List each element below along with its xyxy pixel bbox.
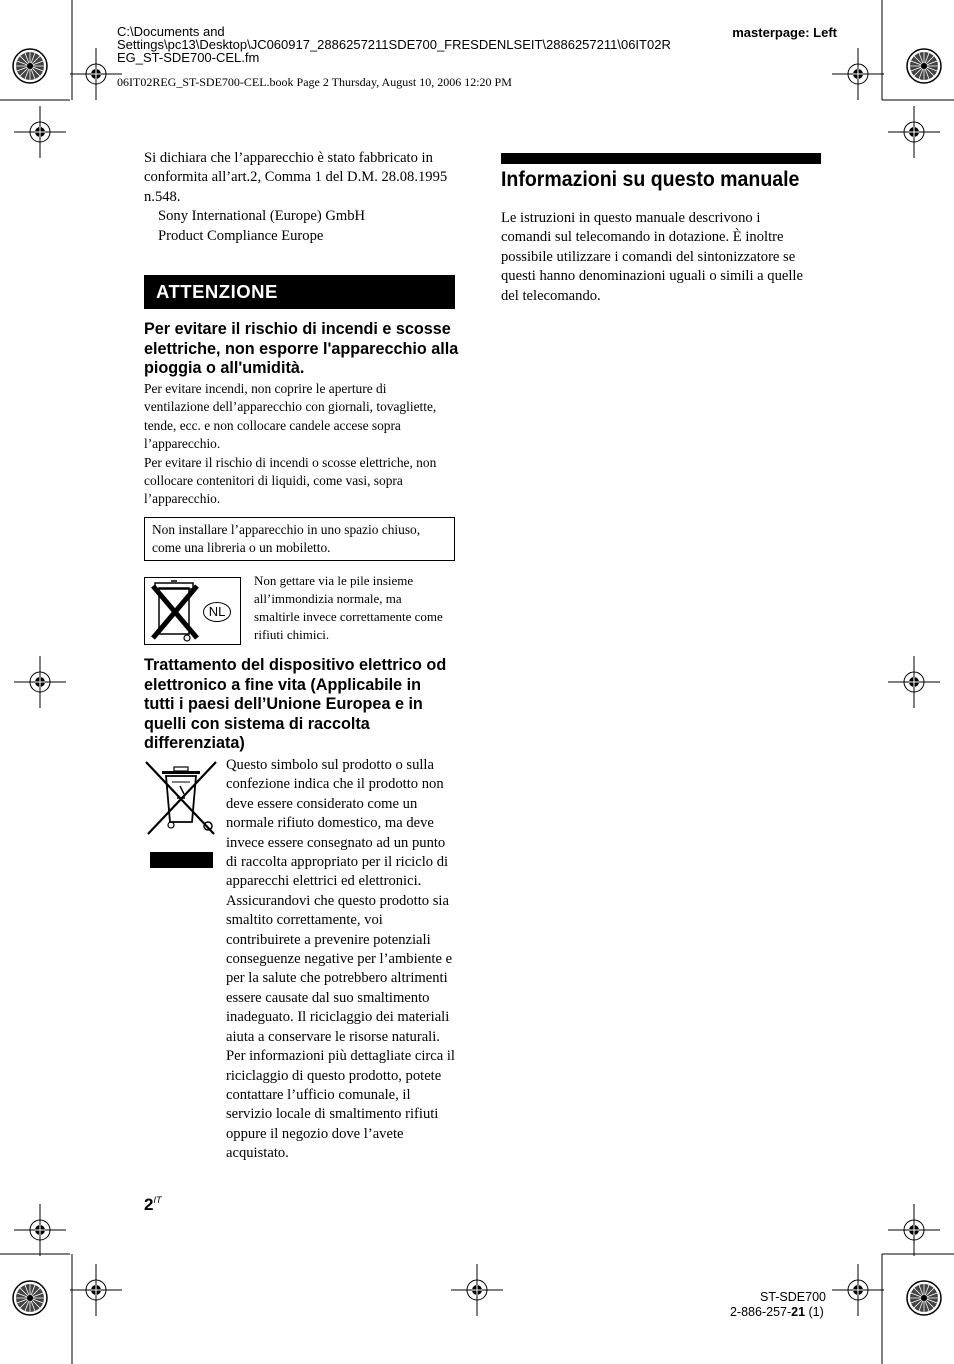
company-name: Sony International (Europe) GmbH	[158, 208, 366, 225]
manual-info-line: del telecomando.	[501, 287, 601, 304]
declaration-line: conformita all’art.2, Comma 1 del D.M. 28.08.1995	[144, 169, 448, 186]
weee-line: per la salute che potrebbero altrimenti	[226, 970, 448, 987]
weee-bin-icon	[144, 758, 218, 870]
weee-line: normale rifiuto domestico, ma deve	[226, 815, 434, 832]
warning-paragraphs	[144, 380, 469, 509]
weee-line: smaltito correttamente, voi	[226, 912, 383, 929]
manual-info-paragraph	[501, 209, 831, 306]
section-rule	[501, 153, 821, 164]
model-number: ST-SDE700	[759, 1290, 826, 1304]
warning-heading-line: pioggia o all'umidità.	[144, 359, 305, 378]
company-department: Product Compliance Europe	[158, 227, 324, 244]
warning-heading-line: elettriche, non esporre l'apparecchio alla	[144, 339, 459, 358]
manual-info-line: comandi sul telecomando in dotazione. È inoltre	[501, 229, 784, 246]
warning-line: l’apparecchio.	[144, 491, 221, 507]
masterpage-label: masterpage: Left	[732, 25, 837, 40]
weee-line: Questo simbolo sul prodotto o sulla	[226, 757, 434, 773]
battery-badge: NL	[203, 602, 231, 622]
weee-line: di raccolta appropriato per il riciclo di	[226, 854, 449, 871]
weee-line: invece essere consegnato ad un punto	[226, 834, 446, 851]
page-language-suffix: IT	[153, 1195, 162, 1205]
battery-disposal-icon	[144, 577, 241, 645]
weee-line: Assicurandovi che questo prodotto sia	[226, 892, 449, 909]
section-title: Informazioni su questo manuale	[501, 168, 800, 191]
warning-heading	[144, 320, 464, 379]
battery-note-line: Non gettare via le pile insieme	[254, 573, 414, 588]
part-number	[730, 1305, 826, 1320]
weee-line: servizio locale di smaltimento rifiuti	[226, 1106, 439, 1123]
weee-line: apparecchi elettrici ed elettronici.	[226, 873, 422, 890]
page-number-value: 2	[144, 1195, 154, 1214]
manual-info-line: Le istruzioni in questo manuale descrivono i	[501, 210, 761, 226]
part-number-revision: 21	[791, 1305, 806, 1319]
weee-line: oppure il negozio dove l’avete	[226, 1125, 404, 1142]
weee-line: riciclaggio di questo prodotto, potete	[226, 1067, 442, 1084]
battery-note-line: all’immondizia normale, ma	[254, 591, 402, 606]
warning-line: Per evitare il rischio di incendi o scosse elettriche, non	[144, 454, 437, 470]
page-number	[144, 1195, 161, 1215]
weee-line: conseguenze negative per l’ambiente e	[226, 951, 453, 968]
warning-line: Per evitare incendi, non coprire le aperture di	[144, 381, 387, 396]
weee-heading-line: differenziata)	[144, 734, 245, 753]
weee-line: inadeguato. Il riciclaggio dei materiali	[226, 1009, 450, 1026]
weee-line: Per informazioni più dettagliate circa il	[226, 1048, 455, 1065]
weee-heading-line: elettronico a fine vita (Applicabile in	[144, 675, 422, 694]
weee-paragraph	[226, 756, 468, 1164]
file-path-line: Settings\pc13\Desktop\JC060917_2886257211SDE700_FRESDENLSEIT\2886257211\06IT02R	[117, 37, 671, 52]
boxed-notice-line: Non installare l’apparecchio in uno spazio chiuso,	[152, 522, 421, 537]
boxed-notice	[144, 517, 455, 561]
warning-heading-line: Per evitare il rischio di incendi e scosse	[144, 320, 451, 338]
attention-banner: ATTENZIONE	[144, 275, 455, 309]
weee-heading-line: Trattamento del dispositivo elettrico od	[144, 656, 447, 674]
warning-line: collocare contenitori di liquidi, come vasi, sopra	[144, 473, 403, 489]
weee-heading-line: tutti i paesi dell’Unione Europea e in	[144, 695, 423, 714]
weee-line: acquistato.	[226, 1145, 289, 1162]
warning-line: ventilazione dell’apparecchio con giornali, tovagliette,	[144, 399, 437, 415]
boxed-notice-line: come una libreria o un mobiletto.	[152, 540, 331, 555]
weee-heading	[144, 656, 469, 754]
part-number-prefix: 2-886-257-	[729, 1305, 792, 1319]
battery-note-line: smaltirle invece correttamente come	[254, 609, 443, 624]
file-path	[117, 25, 671, 64]
warning-line: tende, ecc. e non collocare candele accese sopra	[144, 417, 401, 433]
weee-line: essere causate dal suo smaltimento	[226, 989, 430, 1006]
manual-info-line: possibile utilizzare i comandi del sintonizzatore se	[501, 248, 796, 265]
part-number-suffix: (1)	[805, 1305, 824, 1319]
file-path-line: EG_ST-SDE700-CEL.fm	[117, 50, 260, 65]
weee-line: contribuirete a prevenire potenziali	[226, 931, 431, 948]
battery-note	[254, 572, 469, 644]
manual-info-line: questi hanno denominazioni uguali o simili a quelle	[501, 268, 803, 285]
declaration-line: Si dichiara che l’apparecchio è stato fabbricato in	[144, 150, 433, 166]
book-info: 06IT02REG_ST-SDE700-CEL.book Page 2 Thursday, August 10, 2006 12:20 PM	[117, 75, 512, 89]
file-path-line: C:\Documents and	[117, 24, 225, 39]
weee-heading-line: quelli con sistema di raccolta	[144, 714, 370, 733]
footer-codes	[730, 1290, 826, 1320]
declaration	[144, 149, 464, 246]
weee-line: deve essere considerato come un	[226, 795, 418, 812]
weee-line: contattare l’ufficio comunale, il	[226, 1086, 411, 1103]
weee-line: aiuta a conservare le risorse naturali.	[226, 1028, 440, 1045]
warning-line: l’apparecchio.	[144, 436, 221, 452]
weee-line: confezione indica che il prodotto non	[226, 776, 444, 793]
battery-note-line: rifiuti chimici.	[254, 627, 330, 642]
declaration-line: n.548.	[144, 188, 181, 205]
